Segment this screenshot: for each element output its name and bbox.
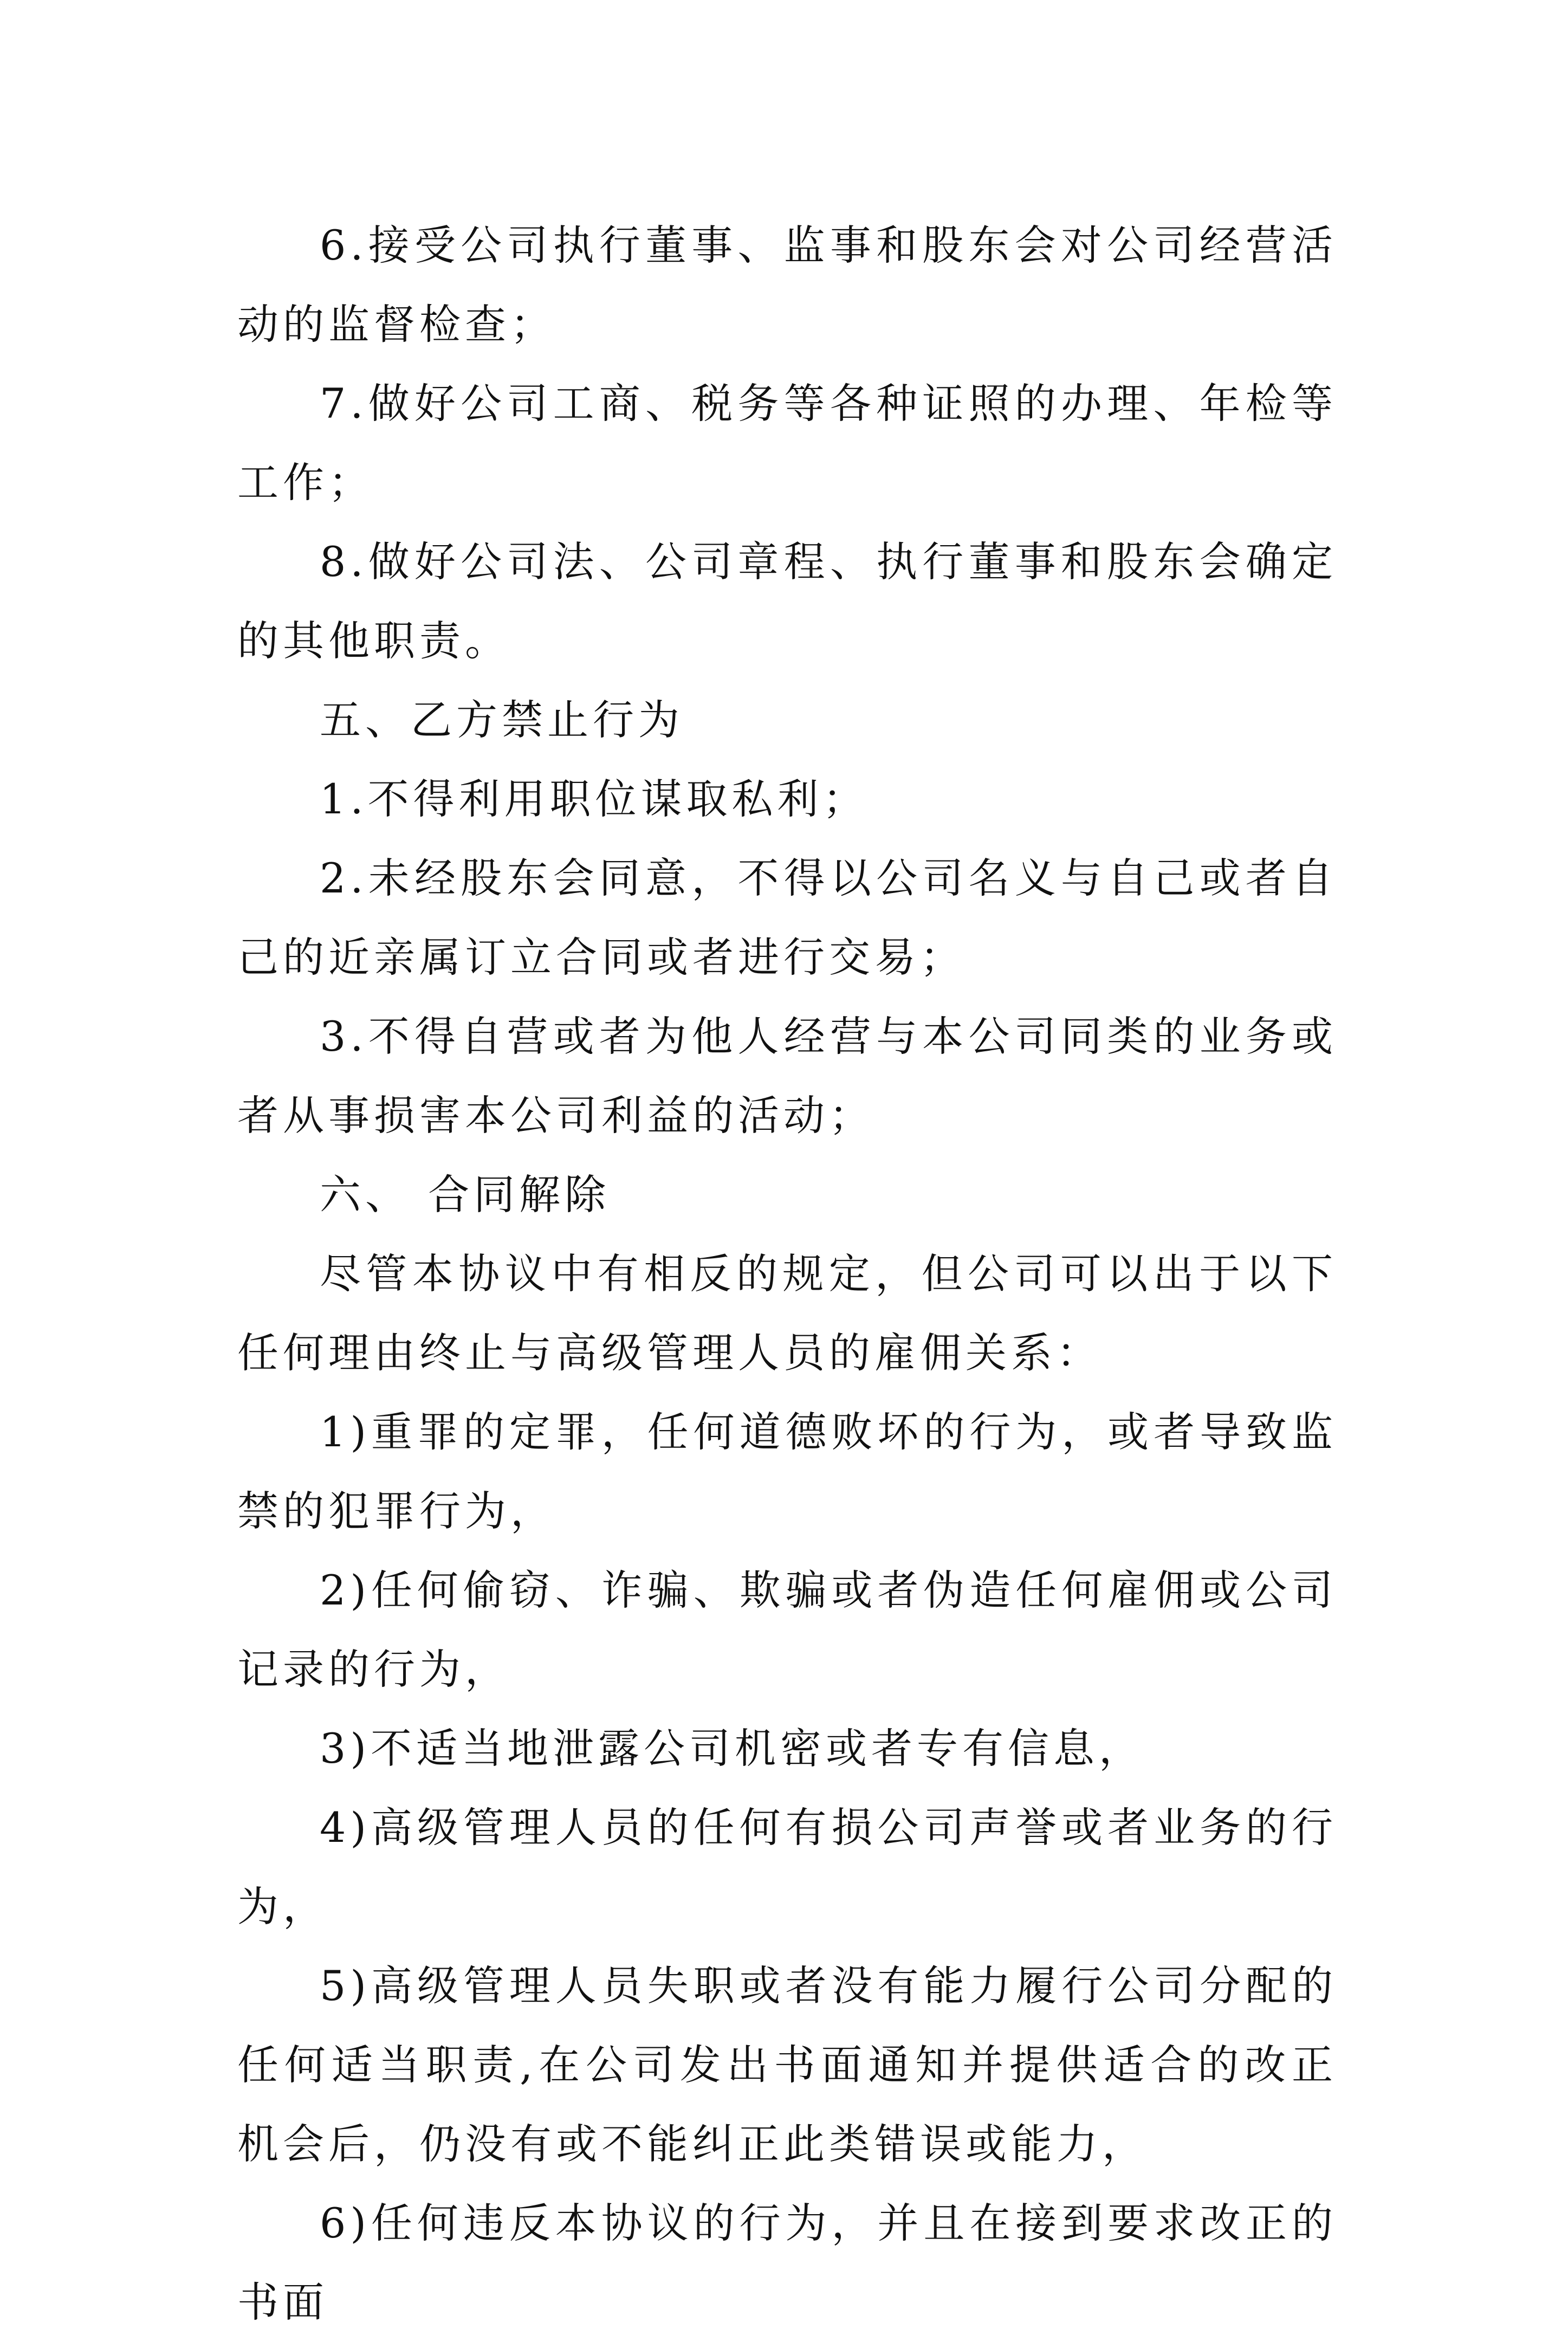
duty-item-7: 7.做好公司工商、税务等各种证照的办理、年检等工作； [237,379,1337,507]
document-body [237,206,1337,2342]
prohibited-item-1: 1.不得利用职位谋取私利； [320,775,869,823]
duty-item-8: 8.做好公司法、公司章程、执行董事和股东会确定的其他职责。 [237,538,1337,665]
prohibited-item-2: 2.未经股东会同意，不得以公司名义与自己或者自己的近亲属订立合同或者进行交易； [237,854,1337,981]
termination-intro: 尽管本协议中有相反的规定，但公司可以出于以下任何理由终止与高级管理人员的雇佣关系： [237,1250,1337,1377]
section-heading-termination: 六、 合同解除 [320,1170,611,1219]
section-heading-prohibited-acts: 五、乙方禁止行为 [320,696,684,744]
termination-reason-1: 1)重罪的定罪，任何道德败坏的行为，或者导致监禁的犯罪行为， [237,1408,1337,1535]
prohibited-item-3: 3.不得自营或者为他人经营与本公司同类的业务或者从事损害本公司利益的活动； [237,1012,1337,1140]
termination-reason-4: 4)高级管理人员的任何有损公司声誉或者业务的行为， [237,1803,1337,1931]
duty-item-6: 6.接受公司执行董事、监事和股东会对公司经营活动的监督检查； [237,221,1337,348]
termination-reason-3: 3)不适当地泄露公司机密或者专有信息， [320,1724,1145,1772]
termination-reason-5: 5)高级管理人员失职或者没有能力履行公司分配的任何适当职责,在公司发出书面通知并提供适合的改正机会后，仍没有或不能纠正此类错误或能力， [237,1962,1337,2168]
termination-reason-2: 2)任何偷窃、诈骗、欺骗或者伪造任何雇佣或公司记录的行为， [237,1566,1337,1693]
termination-reason-6: 6)任何违反本协议的行为，并且在接到要求改正的书面 [237,2199,1337,2326]
